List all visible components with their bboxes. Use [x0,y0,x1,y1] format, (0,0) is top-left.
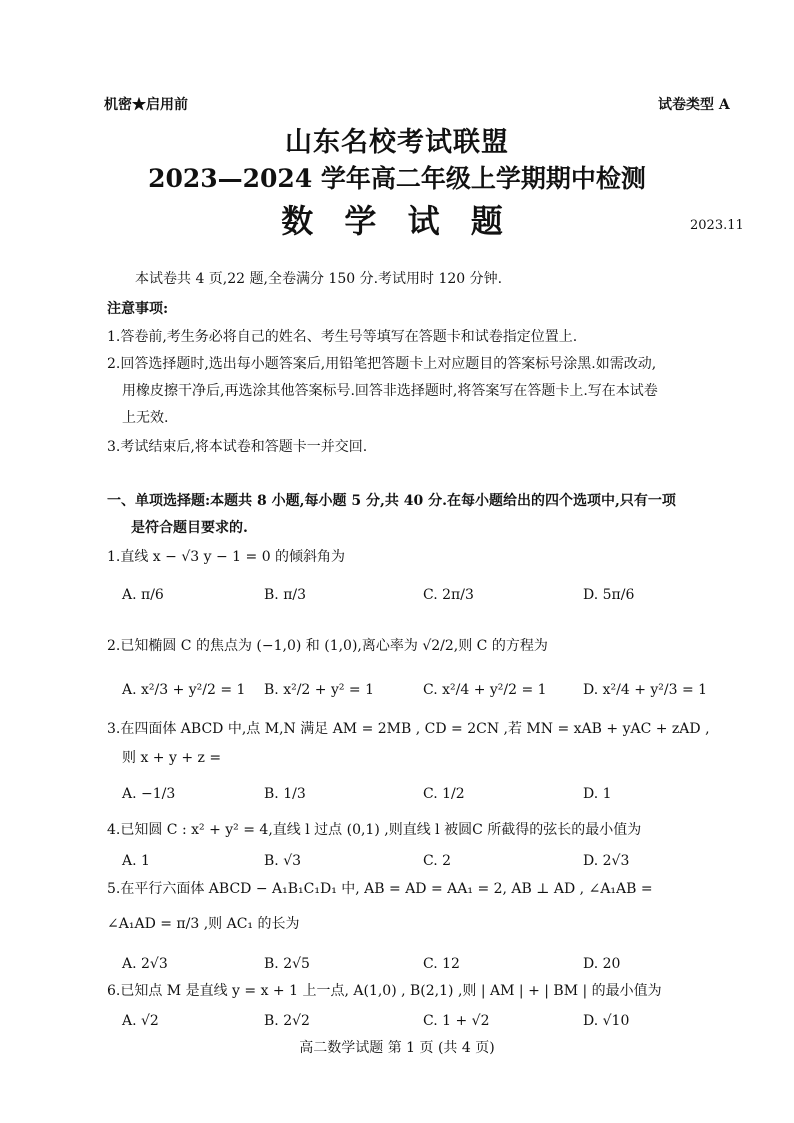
paper-type-label: 试卷类型 A [658,97,730,113]
option-b: B. 1/3 [264,786,306,802]
option-a: A. x²/3 + y²/2 = 1 [122,682,246,698]
option-c: C. x²/4 + y²/2 = 1 [423,682,547,698]
notice-item: 用橡皮擦干净后,再选涂其他答案标号.回答非选择题时,将答案写在答题卡上.写在本试卷 [122,383,658,399]
question-stem: 2.已知椭圆 C 的焦点为 (−1,0) 和 (1,0),离心率为 √2/2,则 C 的方程为 [107,638,548,654]
notice-item: 上无效. [122,410,169,426]
option-b: B. √3 [264,853,302,869]
option-a: A. 2√3 [122,956,168,972]
question-stem: 3.在四面体 ABCD 中,点 M,N 满足 AM = 2MB , CD = 2CN ,若 MN = xAB + yAC + zAD , [107,721,710,737]
exam-date: 2023.11 [690,218,744,233]
question-stem: 5.在平行六面体 ABCD − A₁B₁C₁D₁ 中, AB = AD = AA₁ = 2, AB ⊥ AD , ∠A₁AB = [107,881,653,897]
section-heading: 一、单项选择题:本题共 8 小题,每小题 5 分,共 40 分.在每小题给出的四个选项中,只有一项 [107,493,676,509]
notice-item: 1.答卷前,考生务必将自己的姓名、考生号等填写在答题卡和试卷指定位置上. [107,329,578,345]
page-footer: 高二数学试题 第 1 页 (共 4 页) [299,1040,495,1056]
option-c: C. 2π/3 [423,587,474,603]
notice-item: 2.回答选择题时,选出每小题答案后,用铅笔把答题卡上对应题目的答案标号涂黑.如需改动, [107,356,657,372]
subject-title: 数 学 试 题 [281,202,513,240]
option-d: D. √10 [583,1013,630,1029]
option-d: D. 20 [583,956,621,972]
question-stem-cont: ∠A₁AD = π/3 ,则 AC₁ 的长为 [107,916,300,932]
exam-period-title: 2023—2024 学年高二年级上学期期中检测 [148,164,646,193]
option-a: A. 1 [122,853,150,869]
option-d: D. 2√3 [583,853,630,869]
option-d: D. 1 [583,786,612,802]
option-d: D. 5π/6 [583,587,635,603]
option-b: B. π/3 [264,587,307,603]
option-a: A. π/6 [122,587,164,603]
option-c: C. 12 [423,956,460,972]
option-a: A. √2 [122,1013,159,1029]
option-b: B. 2√5 [264,956,310,972]
option-c: C. 2 [423,853,452,869]
question-stem-cont: 则 x + y + z = [122,750,222,766]
option-b: B. 2√2 [264,1013,310,1029]
option-b: B. x²/2 + y² = 1 [264,682,375,698]
confidential-label: 机密★启用前 [104,97,188,113]
exam-union-title: 山东名校考试联盟 [285,127,509,158]
option-a: A. −1/3 [122,786,176,802]
intro-text: 本试卷共 4 页,22 题,全卷满分 150 分.考试用时 120 分钟. [135,271,503,287]
question-stem: 6.已知点 M 是直线 y = x + 1 上一点, A(1,0) , B(2,1) ,则 | AM | + | BM | 的最小值为 [107,983,662,999]
notice-item: 3.考试结束后,将本试卷和答题卡一并交回. [107,439,368,455]
option-d: D. x²/4 + y²/3 = 1 [583,682,708,698]
section-heading-cont: 是符合题目要求的. [131,520,248,536]
option-c: C. 1/2 [423,786,465,802]
question-stem: 4.已知圆 C : x² + y² = 4,直线 l 过点 (0,1) ,则直线 l 被圆C 所截得的弦长的最小值为 [107,822,642,838]
option-c: C. 1 + √2 [423,1013,490,1029]
question-stem: 1.直线 x − √3 y − 1 = 0 的倾斜角为 [107,549,346,565]
notice-heading: 注意事项: [107,301,169,317]
